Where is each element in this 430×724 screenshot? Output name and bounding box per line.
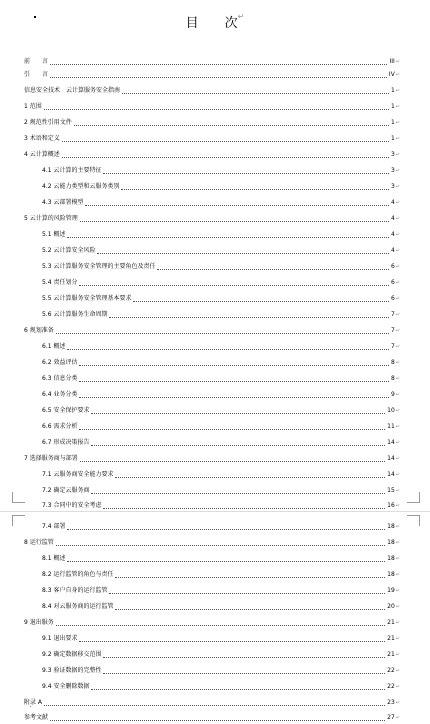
toc-entry-label: 7 选择服务商与部署 — [24, 455, 78, 462]
toc-entry-label: 9.3 验证数据的完整性 — [42, 667, 102, 674]
paragraph-mark-icon: ↵ — [395, 424, 400, 430]
toc-entry-label: 8.4 对云服务商的运行监管 — [42, 603, 114, 610]
toc-entry-link[interactable] — [42, 341, 400, 353]
toc-page-number: 15 — [387, 487, 395, 494]
dot-leader — [50, 64, 387, 65]
toc-entry-link[interactable] — [42, 437, 400, 449]
paragraph-mark-icon: ↵ — [395, 59, 400, 65]
toc-entry-link[interactable] — [42, 181, 400, 193]
dot-leader — [115, 477, 385, 478]
toc-entry-label: 8.2 运行监管的角色与责任 — [42, 571, 114, 578]
dot-leader — [67, 561, 385, 562]
toc-entry-link[interactable] — [42, 633, 400, 645]
toc-entry-link[interactable] — [24, 617, 400, 629]
toc-entry-label: 4 云计算概述 — [24, 151, 60, 158]
dot-leader — [79, 397, 389, 398]
toc-entry-label: 7.4 部署 — [42, 523, 66, 530]
toc-page-number: 11 — [387, 423, 395, 430]
toc-entry-label: 8.1 概述 — [42, 555, 66, 562]
paragraph-mark-icon: ↵ — [395, 328, 400, 334]
toc-entry-link[interactable] — [42, 601, 400, 613]
toc-entry-label: 9.4 安全删除数据 — [42, 683, 90, 690]
dot-leader — [80, 461, 385, 462]
paragraph-mark-icon: ↵ — [395, 540, 400, 546]
paragraph-mark-icon: ↵ — [395, 524, 400, 530]
toc-page-number: 7 — [390, 311, 395, 318]
footer-mark — [30, 706, 31, 707]
toc-entry-label: 5.5 云计算服务安全管理基本要求 — [42, 295, 132, 302]
page-title — [0, 12, 430, 31]
toc-entry-label: 7.2 确定云服务商 — [42, 487, 90, 494]
toc-entry-label: 6.3 信息分类 — [42, 375, 78, 382]
paragraph-mark-icon: ↵ — [395, 184, 400, 190]
paragraph-mark-icon: ↵ — [395, 636, 400, 642]
toc-entry-link[interactable] — [42, 553, 400, 565]
toc-entry-label: 5.6 云计算服务生命周期 — [42, 311, 108, 318]
dot-leader — [91, 413, 385, 414]
toc-entry-link[interactable] — [42, 521, 400, 533]
toc-entry-link[interactable] — [42, 357, 400, 369]
toc-entry-link[interactable] — [24, 149, 400, 161]
toc-entry-link[interactable] — [42, 665, 400, 677]
paragraph-mark-icon: ↵ — [395, 264, 400, 270]
toc-page-number: 3 — [390, 167, 395, 174]
dot-leader — [79, 429, 385, 430]
dot-leader — [67, 529, 385, 530]
dot-leader — [79, 285, 389, 286]
toc-page-number: 7 — [390, 343, 395, 350]
paragraph-mark-icon: ↵ — [395, 556, 400, 562]
toc-entry-link[interactable] — [42, 421, 400, 433]
paragraph-mark-icon: ↵ — [395, 715, 400, 721]
toc-page-number: 4 — [390, 231, 395, 238]
crop-mark-icon — [12, 515, 25, 526]
paragraph-mark-icon: ↵ — [395, 120, 400, 126]
toc-page-number: 21 — [387, 651, 395, 658]
paragraph-mark-icon: ↵ — [395, 700, 400, 706]
dot-leader — [91, 493, 385, 494]
toc-entry-label: 1 范围 — [24, 103, 42, 110]
paragraph-mark-icon: ↵ — [395, 440, 400, 446]
toc-entry-label: 4.2 云能力类型和云服务类别 — [42, 183, 120, 190]
dot-leader — [91, 445, 385, 446]
toc-page-number: 10 — [387, 407, 395, 414]
toc-page-number: 7 — [390, 327, 395, 334]
toc-entry-link[interactable] — [24, 325, 400, 337]
dot-leader — [157, 269, 389, 270]
toc-entry-label: 前 言 — [24, 58, 49, 65]
toc-entry-link[interactable] — [24, 213, 400, 225]
paragraph-mark-icon: ↵ — [395, 488, 400, 494]
toc-entry-label: 附录 A — [24, 699, 43, 706]
toc-entry-link[interactable] — [42, 585, 400, 597]
toc-page-number: III — [389, 58, 395, 65]
toc-entry-label: 7.3 合同中的安全考虑 — [42, 502, 102, 509]
toc-entry-label: 4.3 云部署模型 — [42, 199, 84, 206]
toc-entry-link[interactable] — [42, 469, 400, 481]
page-break-divider — [0, 511, 430, 512]
toc-entry-label: 4.1 云计算的主要特征 — [42, 167, 102, 174]
toc-entry-link[interactable] — [42, 197, 400, 209]
dot-leader — [56, 625, 385, 626]
toc-entry-link[interactable] — [42, 293, 400, 305]
toc-entry-label: 6.7 形成决策报告 — [42, 439, 90, 446]
toc-page-number: 18 — [387, 555, 395, 562]
dot-leader — [44, 109, 389, 110]
toc-page-number: 21 — [387, 619, 395, 626]
paragraph-mark-icon: ↵ — [395, 360, 400, 366]
toc-entry-link[interactable] — [42, 261, 400, 273]
paragraph-mark-icon: ↵ — [395, 588, 400, 594]
toc-entry-link[interactable] — [24, 117, 400, 129]
paragraph-mark-icon: ↵ — [395, 136, 400, 142]
toc-page-number: 1 — [390, 119, 395, 126]
paragraph-mark-icon: ↵ — [395, 392, 400, 398]
toc-entry-link[interactable] — [42, 389, 400, 401]
dot-leader — [56, 545, 385, 546]
paragraph-mark-icon: ↵ — [395, 88, 400, 94]
dot-leader — [91, 689, 385, 690]
toc-entry-link[interactable] — [24, 453, 400, 465]
toc-page-number: 16 — [387, 502, 395, 509]
paragraph-mark-icon: ↵ — [395, 232, 400, 238]
toc-entry-link[interactable] — [24, 101, 400, 113]
toc-entry-label: 引 言 — [24, 71, 49, 78]
dot-leader — [115, 577, 385, 578]
paragraph-mark-icon: ↵ — [395, 408, 400, 414]
toc-entry-label: 5.2 云计算安全风险 — [42, 247, 96, 254]
paragraph-mark-icon: ↵ — [395, 344, 400, 350]
paragraph-mark-icon: ↵ — [395, 652, 400, 658]
toc-page-number: 14 — [387, 471, 395, 478]
toc-page-number: 6 — [390, 263, 395, 270]
toc-page-number: 4 — [390, 199, 395, 206]
toc-entry-link[interactable] — [24, 69, 400, 81]
toc-entry-label: 3 术语和定义 — [24, 135, 60, 142]
toc-entry-link[interactable] — [42, 569, 400, 581]
toc-entry-label: 2 规范性引用文件 — [24, 119, 72, 126]
toc-entry-link[interactable] — [24, 85, 400, 97]
toc-entry-link[interactable] — [24, 56, 400, 68]
paragraph-mark-icon: ↵ — [395, 104, 400, 110]
toc-page-number: 18 — [387, 571, 395, 578]
dot-leader — [74, 125, 389, 126]
toc-page-number: 18 — [387, 523, 395, 530]
toc-entry-label: 5.1 概述 — [42, 231, 66, 238]
paragraph-mark-icon: ↵ — [395, 684, 400, 690]
paragraph-mark-icon: ↵ — [395, 604, 400, 610]
dot-leader — [97, 253, 389, 254]
dot-leader — [44, 705, 385, 706]
dot-leader — [62, 157, 389, 158]
dot-leader — [79, 641, 385, 642]
toc-page-number: 8 — [390, 359, 395, 366]
toc-page-number: 20 — [387, 603, 395, 610]
toc-page-number: 6 — [390, 295, 395, 302]
toc-entry-label: 5.3 云计算服务安全管理的主要角色及责任 — [42, 263, 156, 270]
toc-entry-link[interactable] — [42, 165, 400, 177]
dot-leader — [121, 189, 389, 190]
dot-leader — [56, 333, 389, 334]
dot-leader — [67, 237, 389, 238]
toc-entry-link[interactable] — [42, 405, 400, 417]
dot-leader — [79, 381, 389, 382]
dot-leader — [103, 173, 389, 174]
toc-page-number: 8 — [390, 375, 395, 382]
toc-entry-label: 5.4 责任划分 — [42, 279, 78, 286]
toc-page-number: 23 — [387, 699, 395, 706]
toc-page-number: 9 — [390, 391, 395, 398]
toc-entry-link[interactable] — [42, 373, 400, 385]
toc-entry-label: 9 退出服务 — [24, 619, 54, 626]
dot-leader — [67, 349, 389, 350]
paragraph-mark-icon: ↵ — [395, 216, 400, 222]
toc-page-number: 22 — [387, 667, 395, 674]
toc-entry-label: 5 云计算的风险管理 — [24, 215, 78, 222]
toc-entry-link[interactable] — [42, 681, 400, 693]
toc-page-number: 4 — [390, 247, 395, 254]
paragraph-mark-icon: ↵ — [395, 620, 400, 626]
crop-mark-icon — [12, 492, 25, 503]
dot-leader — [109, 317, 389, 318]
toc-entry-label: 9.1 退出要求 — [42, 635, 78, 642]
toc-entry-label: 8.3 客户自身的运行监管 — [42, 587, 108, 594]
dot-leader — [79, 365, 389, 366]
toc-entry-label: 9.2 确定数据移交范围 — [42, 651, 102, 658]
toc-page-number: 6 — [390, 279, 395, 286]
dot-leader — [109, 593, 385, 594]
toc-entry-link[interactable] — [24, 133, 400, 145]
toc-page-number: 22 — [387, 683, 395, 690]
crop-mark-icon — [407, 492, 420, 503]
toc-entry-label: 信息安全技术 云计算服务安全指南 — [24, 87, 121, 94]
paragraph-mark-icon: ↵ — [395, 296, 400, 302]
crop-mark-icon — [407, 515, 420, 526]
dot-leader — [103, 508, 385, 509]
paragraph-mark-icon: ↵ — [395, 376, 400, 382]
dot-leader — [62, 141, 389, 142]
toc-entry-link[interactable] — [24, 697, 400, 709]
paragraph-mark-icon: ↵ — [395, 152, 400, 158]
paragraph-mark-icon: ↵ — [395, 668, 400, 674]
toc-page-number: 1 — [390, 135, 395, 142]
paragraph-mark-icon: ↵ — [395, 572, 400, 578]
toc-page-number: 4 — [390, 215, 395, 222]
paragraph-mark-icon: ↵ — [395, 168, 400, 174]
toc-page-number: 3 — [390, 151, 395, 158]
toc-entry-label: 6.4 业务分类 — [42, 391, 78, 398]
dot-leader — [103, 673, 385, 674]
paragraph-mark-icon: ↵ — [395, 280, 400, 286]
toc-entry-link[interactable] — [42, 277, 400, 289]
toc-entry-link[interactable] — [42, 309, 400, 321]
toc-page-number: 14 — [387, 455, 395, 462]
toc-entry-label: 8 运行监管 — [24, 539, 54, 546]
toc-page-number: 18 — [387, 539, 395, 546]
toc-entry-label: 6.1 概述 — [42, 343, 66, 350]
toc-entry-link[interactable] — [42, 229, 400, 241]
toc-page-number: 1 — [390, 87, 395, 94]
paragraph-mark-icon: ↵ — [395, 72, 400, 78]
dot-leader — [115, 609, 385, 610]
toc-page-number: 14 — [387, 439, 395, 446]
dot-leader — [50, 720, 385, 721]
dot-leader — [133, 301, 389, 302]
toc-entry-label: 6 规划准备 — [24, 327, 54, 334]
dot-leader — [50, 77, 387, 78]
paragraph-mark-icon: ↵ — [237, 12, 245, 21]
toc-page-number: 1 — [390, 103, 395, 110]
toc-entry-link[interactable] — [42, 245, 400, 257]
toc-entry-label: 7.1 云服务商安全能力要求 — [42, 471, 114, 478]
toc-page-number: 27 — [387, 714, 395, 721]
paragraph-mark-icon: ↵ — [395, 248, 400, 254]
paragraph-mark-icon: ↵ — [395, 503, 400, 509]
toc-entry-link[interactable] — [24, 537, 400, 549]
title-text: 目 次 — [185, 16, 238, 31]
paragraph-mark-icon: ↵ — [395, 312, 400, 318]
toc-page-number: 21 — [387, 635, 395, 642]
toc-page-number: 19 — [387, 587, 395, 594]
toc-page-number: IV — [388, 71, 395, 78]
toc-entry-label: 6.2 效益评估 — [42, 359, 78, 366]
toc-page-number: 3 — [390, 183, 395, 190]
toc-entry-label: 6.5 安全保护要求 — [42, 407, 90, 414]
dot-leader — [80, 221, 389, 222]
toc-entry-link[interactable] — [42, 649, 400, 661]
dot-leader — [85, 205, 389, 206]
toc-entry-label: 参考文献 — [24, 714, 49, 721]
paragraph-mark-icon: ↵ — [395, 456, 400, 462]
paragraph-mark-icon: ↵ — [395, 200, 400, 206]
toc-entry-link[interactable] — [42, 485, 400, 497]
paragraph-mark-icon: ↵ — [395, 472, 400, 478]
dot-leader — [122, 93, 389, 94]
toc-entry-label: 6.6 需求分析 — [42, 423, 78, 430]
dot-leader — [103, 657, 385, 658]
